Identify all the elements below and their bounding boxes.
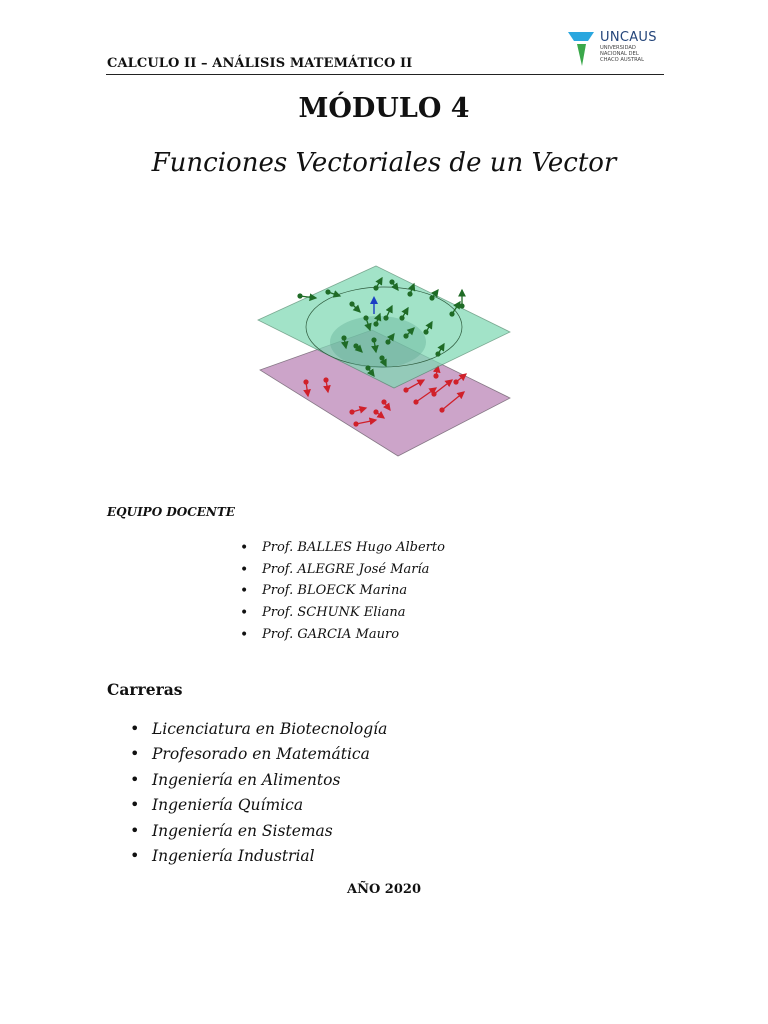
career-item: • Profesorado en Matemática [152,742,387,767]
year: AÑO 2020 [346,882,421,897]
team-heading: EQUIPO DOCENTE [107,505,235,519]
career-list [152,717,387,869]
vector-origin-dot [449,311,454,316]
module-subtitle: Funciones Vectoriales de un Vector [151,148,617,178]
vector-origin-dot [373,321,378,326]
vector-origin-dot [435,351,440,356]
vector-origin-dot [365,365,370,370]
logo-name: UNCAUS [600,30,657,45]
vector-origin-dot [433,373,438,378]
vector-field-illustration [256,262,512,460]
team-member: • Prof. BLOECK Marina [262,581,445,603]
team-member: • Prof. SCHUNK Eliana [262,603,445,625]
logo-subtitle-line: UNIVERSIDAD [600,45,636,51]
vector-origin-dot [389,279,394,284]
vector-origin-dot [323,377,328,382]
vector-origin-dot [341,335,346,340]
vector-origin-dot [379,355,384,360]
university-logo [566,30,666,72]
vector-origin-dot [407,291,412,296]
vector-origin-dot [385,339,390,344]
team-member: • Prof. BALLES Hugo Alberto [262,538,445,560]
vector-origin-dot [429,295,434,300]
careers-heading: Carreras [107,680,183,699]
career-item: • Ingeniería Química [152,793,387,818]
uncaus-emblem-icon [568,32,598,68]
logo-subtitle-line: NACIONAL DEL [600,51,639,58]
module-title: MÓDULO 4 [298,93,470,124]
vector-origin-dot [381,399,386,404]
vector-origin-dot [349,301,354,306]
course-header: CALCULO II – ANÁLISIS MATEMÁTICO II [107,56,413,71]
vector-origin-dot [353,421,358,426]
header-divider [106,74,664,75]
vector-origin-dot [349,409,354,414]
career-item: • Ingeniería en Sistemas [152,819,387,844]
logo-subtitle [600,45,670,64]
vector-origin-dot [353,343,358,348]
vector-origin-dot [459,303,464,308]
vector-field-svg [256,262,512,460]
vector-origin-dot [383,315,388,320]
vector-origin-dot [399,315,404,320]
vector-origin-dot [403,333,408,338]
team-member: • Prof. GARCIA Mauro [262,625,445,647]
vector-origin-dot [325,289,330,294]
vector-origin-dot [423,329,428,334]
vector-origin-dot [373,409,378,414]
vector-origin-dot [431,391,436,396]
vector-origin-dot [453,379,458,384]
team-list [262,538,445,646]
logo-subtitle-line: CHACO AUSTRAL [600,57,644,64]
vector-origin-dot [403,387,408,392]
vector-origin-dot [373,285,378,290]
vector-origin-dot [371,337,376,342]
vector-origin-dot [439,407,444,412]
vector-origin-dot [363,315,368,320]
career-item: • Ingeniería Industrial [152,844,387,869]
team-member: • Prof. ALEGRE José María [262,560,445,582]
career-item: • Ingeniería en Alimentos [152,768,387,793]
vector-origin-dot [297,293,302,298]
vector-origin-dot [303,379,308,384]
vector-origin-dot [413,399,418,404]
career-item: • Licenciatura en Biotecnología [152,717,387,742]
